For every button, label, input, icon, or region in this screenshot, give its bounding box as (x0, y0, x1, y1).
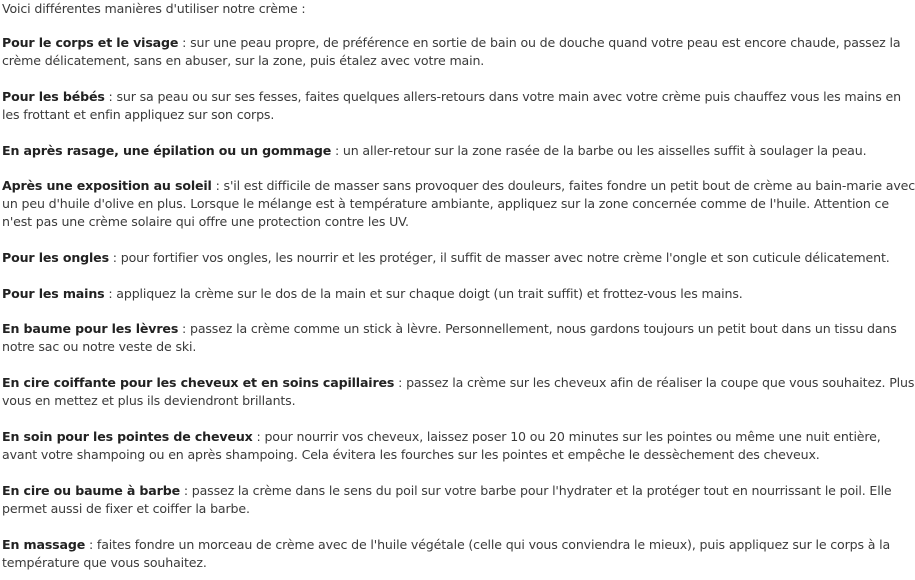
intro-text: Voici différentes manières d'utiliser notre crème : (2, 1, 306, 16)
usage-item-hair-ends (2, 428, 881, 464)
usage-item-title: Pour les ongles (2, 250, 109, 265)
usage-item-title: Pour le corps et le visage (2, 35, 179, 50)
usage-item-nails (2, 249, 890, 267)
usage-item-text: avant votre shampoing ou en après shampoing. Cela évitera les fourches sur les pointes et empêche le dessèchement des cheveux. (2, 447, 820, 462)
usage-item-text: : s'il est difficile de masser sans provoquer des douleurs, faites fondre un petit bout de crème au bain-marie avec (211, 178, 915, 193)
usage-item-text: température que vous souhaitez. (2, 555, 207, 570)
usage-item-title: En cire coiffante pour les cheveux et en soins capillaires (2, 375, 395, 390)
usage-item-text: notre sac ou notre veste de ski. (2, 339, 197, 354)
usage-item-title: Pour les mains (2, 286, 105, 301)
usage-item-text: : pour fortifier vos ongles, les nourrir et les protéger, il suffit de masser avec notre crème l'ongle et son cuticule délicatement. (108, 250, 890, 265)
usage-item-title: En soin pour les pointes de cheveux (2, 429, 253, 444)
usage-item-title: En massage (2, 537, 86, 552)
usage-item-text: : sur sa peau ou sur ses fesses, faites quelques allers-retours dans votre main avec votre crème puis chauffez vous les mains en (104, 89, 901, 104)
usage-item-text: : faites fondre un morceau de crème avec de l'huile végétale (celle qui vous conviendra le mieux), puis appliquez sur le corps à la (85, 537, 891, 552)
usage-item-lips (2, 320, 897, 356)
usage-item-text: vous en mettez et plus ils deviendront brillants. (2, 393, 296, 408)
usage-item-babies (2, 88, 901, 124)
usage-item-text: : sur une peau propre, de préférence en sortie de bain ou de douche quand votre peau est encore chaude, passez la (178, 35, 901, 50)
usage-item-text: : un aller-retour sur la zone rasée de la barbe ou les aisselles suffit à soulager la peau. (331, 143, 867, 158)
usage-item-title: Pour les bébés (2, 89, 105, 104)
usage-item-text: : pour nourrir vos cheveux, laissez poser 10 ou 20 minutes sur les pointes ou même une nuit entière, (252, 429, 881, 444)
usage-item-text: n'est pas une crème solaire qui offre une protection contre les UV. (2, 214, 409, 229)
usage-item-text: : passez la crème comme un stick à lèvre. Personnellement, nous gardons toujours un petit bout dans un tissu dans (178, 321, 897, 336)
usage-item-text: permet aussi de fixer et coiffer la barbe. (2, 501, 250, 516)
usage-item-text: un peu d'huile d'olive en plus. Lorsque le mélange est à température ambiante, appliquez sur la zone concernée comme de l'huile. Attention ce (2, 196, 889, 211)
usage-item-massage (2, 536, 890, 572)
usage-item-text: : appliquez la crème sur le dos de la main et sur chaque doigt (un trait suffit) et frottez-vous les mains. (104, 286, 743, 301)
usage-item-text: crème délicatement, sans en abuser, sur la zone, puis étalez avec votre main. (2, 53, 485, 68)
usage-item-aftershave (2, 142, 866, 160)
usage-item-text: les frottant et enfin appliquez sur son corps. (2, 107, 275, 122)
usage-item-hair-styling (2, 374, 914, 410)
usage-item-beard (2, 482, 892, 518)
usage-item-title: En baume pour les lèvres (2, 321, 179, 336)
usage-item-text: : passez la crème sur les cheveux afin de réaliser la coupe que vous souhaitez. Plus (394, 375, 915, 390)
usage-item-title: Après une exposition au soleil (2, 178, 212, 193)
usage-item-sun-exposure (2, 177, 915, 231)
usage-item-text: : passez la crème dans le sens du poil sur votre barbe pour l'hydrater et la protéger tout en nourrissant le poil. Elle (179, 483, 892, 498)
usage-item-hands (2, 285, 743, 303)
usage-item-title: En après rasage, une épilation ou un gommage (2, 143, 332, 158)
usage-item-body-face (2, 34, 900, 70)
usage-item-title: En cire ou baume à barbe (2, 483, 180, 498)
